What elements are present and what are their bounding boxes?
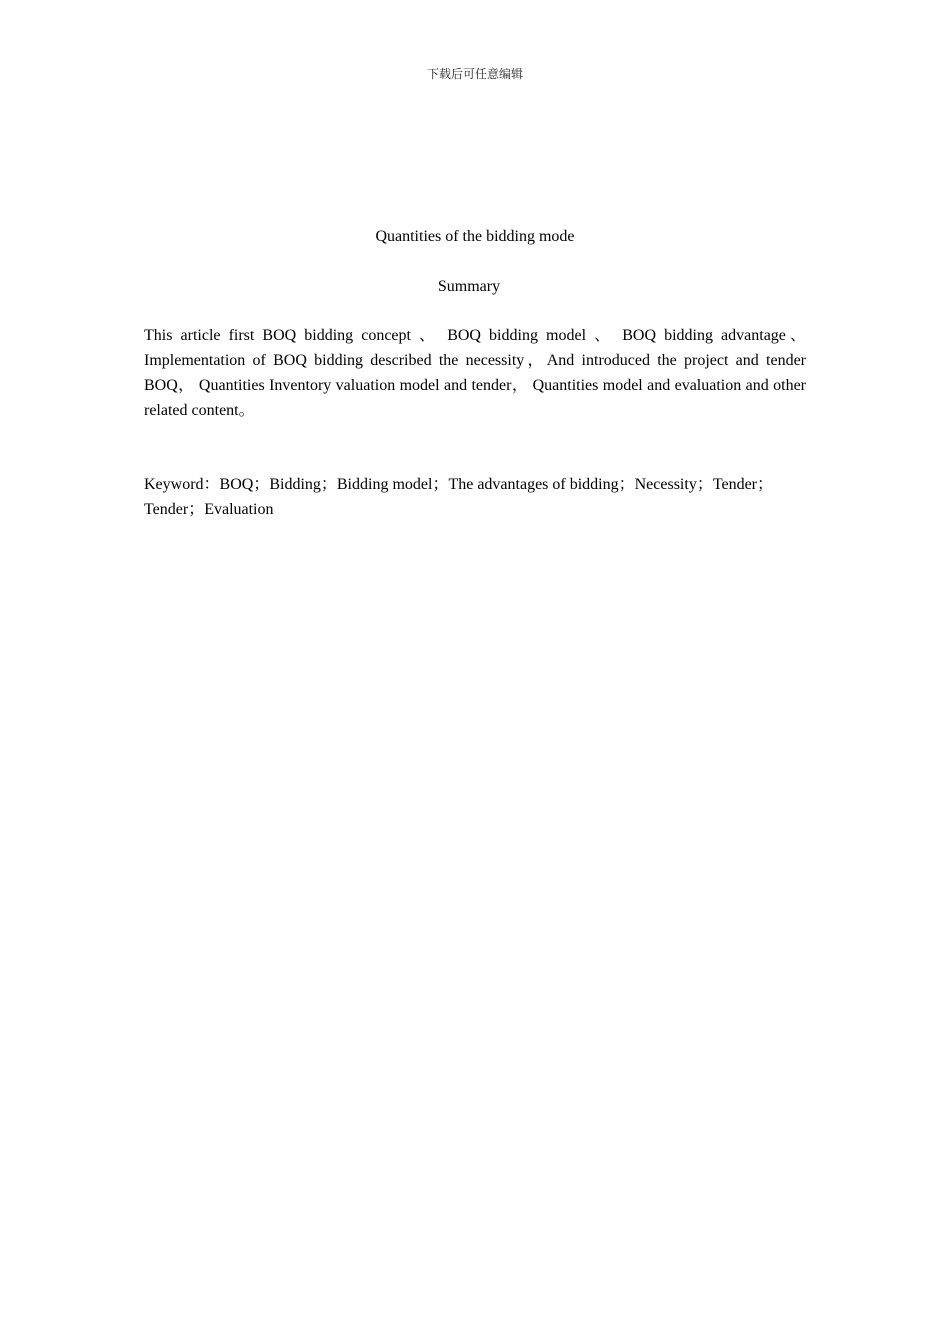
document-title: Quantities of the bidding mode bbox=[375, 228, 575, 245]
summary-heading: Summary bbox=[437, 278, 501, 295]
keywords-paragraph: Keyword：BOQ；Bidding；Bidding model；The advantages of bidding；Necessity；Tender；Tender；Evaluation bbox=[144, 476, 774, 518]
abstract-paragraph: This article first BOQ bidding concept 、 BOQ bidding model 、 BOQ bidding advantage、Implementation of BOQ bidding described the necessity，And introduced the project and tender BOQ， Quantities Inventory valuation model and tender， Quantities model and evaluation and other related content。 bbox=[144, 327, 806, 419]
header-note: 下载后可任意编辑 bbox=[426, 67, 523, 81]
